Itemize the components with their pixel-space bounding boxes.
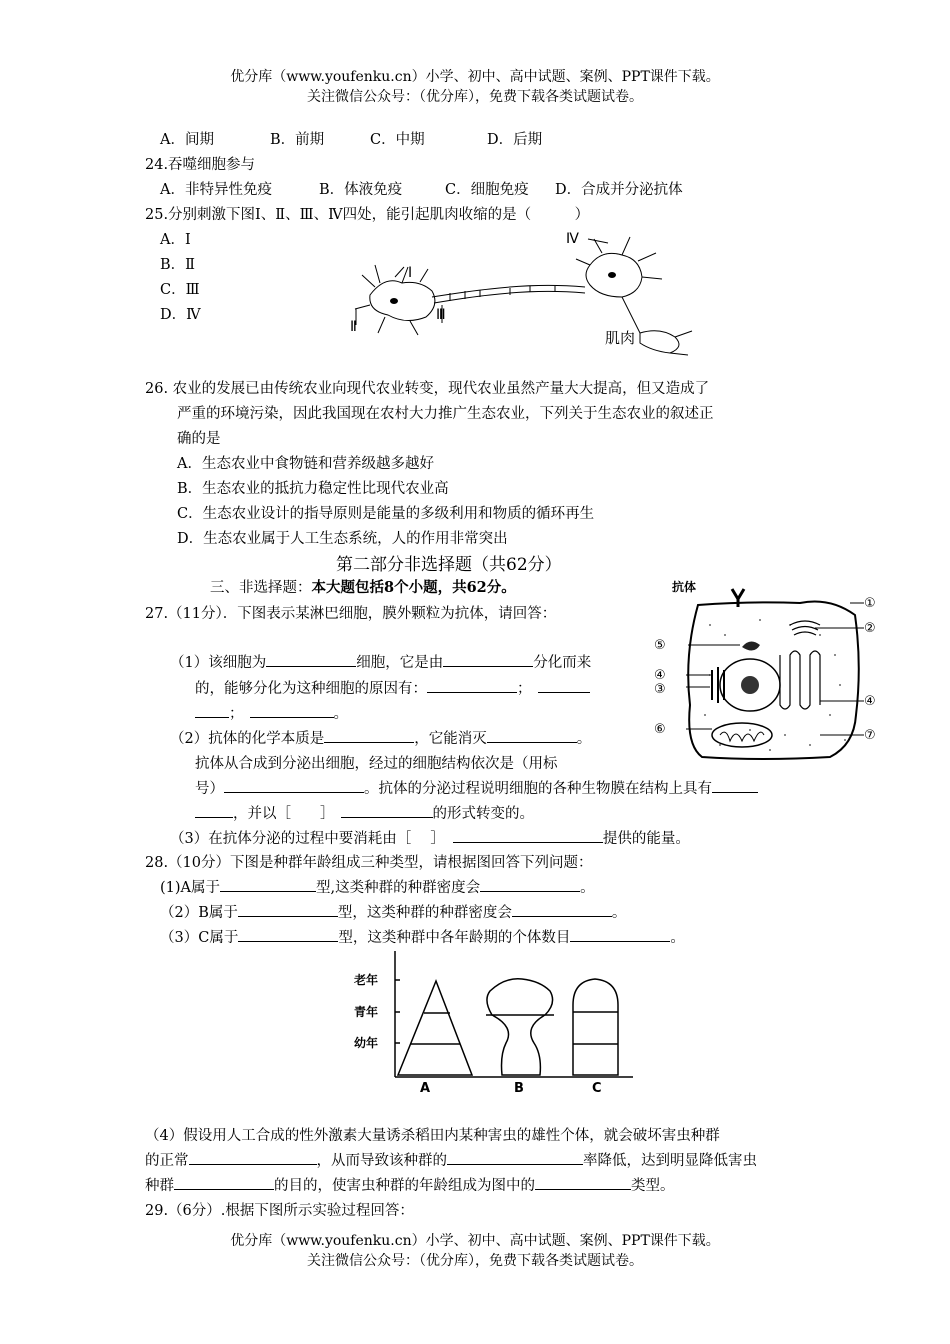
header-line-1: 优分库（www.youfenku.cn）小学、初中、高中试题、案例、PPT课件下载。: [230, 69, 720, 85]
q24-option-a: A．非特异性免疫: [160, 182, 272, 198]
endoplasmic-reticulum: [780, 651, 820, 709]
label-i: Ⅰ: [408, 265, 413, 281]
text: 。抗体的分泌过程说明细胞的各种生物膜在结构上具有: [364, 781, 712, 797]
blank: [570, 927, 670, 942]
blank: [453, 828, 603, 843]
q28-sub4-line2: [145, 1149, 757, 1170]
nucleus-right: [608, 272, 616, 278]
leader-lines: [686, 603, 864, 735]
blank: [487, 728, 577, 743]
q28-stem: 28.（10分）下图是种群年龄组成三种类型，请根据图回答下列问题：: [145, 855, 593, 871]
label-ii: Ⅱ: [350, 319, 357, 335]
arrow-i: [395, 267, 404, 277]
lymphocyte-figure: [650, 575, 890, 775]
q24-option-d: D．合成并分泌抗体: [555, 182, 683, 198]
text: 类型。: [631, 1178, 675, 1194]
q27-sub1-line3: [195, 702, 348, 723]
shape-b: [487, 979, 553, 1075]
text: 号）: [195, 781, 224, 797]
blank: [195, 803, 233, 818]
q28-sub3: [160, 926, 685, 947]
arrow-iv: [588, 239, 608, 243]
q24-option-b: B．体液免疫: [319, 182, 403, 198]
mitochondrion: [712, 723, 772, 747]
text: 。: [670, 930, 685, 946]
text: （1）该细胞为: [170, 655, 267, 671]
q29-stem: 29.（6分）.根据下图所示实验过程回答：: [145, 1203, 414, 1219]
text: 型，这类种群中各年龄期的个体数目: [338, 930, 571, 946]
label-young: 幼年: [354, 1036, 379, 1050]
blank: [238, 902, 338, 917]
cytoplasm-dots: [704, 619, 846, 751]
part2-section-heading: [210, 576, 516, 597]
text: 型，这类种群的种群密度会: [337, 905, 512, 921]
num-1: ①: [864, 596, 876, 611]
label-iii: Ⅲ: [436, 307, 446, 323]
text: （2）抗体的化学本质是: [170, 731, 325, 747]
blank: [189, 1150, 317, 1165]
num-7: ⑦: [864, 728, 876, 743]
blank: [538, 678, 590, 693]
blank: [480, 877, 580, 892]
text: 种群: [145, 1178, 174, 1194]
vesicles: [742, 641, 760, 650]
q27-sub1-line1: [170, 651, 591, 672]
blank: [443, 652, 533, 667]
neuron-muscle-figure: [340, 225, 700, 360]
q27-sub2-line3: [195, 777, 758, 798]
q23-option-c: C．中期: [370, 132, 425, 148]
ribosome-bar: [712, 667, 724, 703]
blank: [266, 652, 356, 667]
blank: [174, 1175, 274, 1190]
blank: [512, 902, 612, 917]
text: 分化而来: [533, 655, 592, 671]
q27-sub1-line2: [195, 677, 590, 698]
blank: [250, 703, 334, 718]
section-desc: 本大题包括8个小题，共62分。: [311, 579, 516, 596]
q27-sub3: [170, 827, 690, 848]
section-label: 三、非选择题：: [210, 580, 312, 596]
blank: [341, 803, 433, 818]
text: （3）C属于: [160, 930, 239, 946]
q28-sub4-line3: [145, 1174, 675, 1195]
blank: [427, 678, 517, 693]
q28-sub2: [160, 901, 626, 922]
text: 。: [611, 905, 627, 921]
q25-option-d: D．Ⅳ: [160, 307, 201, 323]
q27-sub2-line1: [170, 727, 591, 748]
blank: [220, 877, 316, 892]
nucleus-left: [390, 298, 398, 304]
num-3: ③: [654, 682, 666, 697]
label-iv: Ⅳ: [566, 231, 579, 247]
text: 率降低，达到明显降低害虫: [583, 1153, 757, 1169]
age-structure-figure: [340, 945, 640, 1095]
num-4-left: ④: [654, 668, 666, 683]
blank: [238, 927, 338, 942]
num-4-right: ④: [864, 694, 876, 709]
q25-option-a: A．Ⅰ: [160, 232, 191, 248]
text: 的形式转变的。: [432, 806, 534, 822]
blank: [712, 778, 758, 793]
text: 的目的，使害虫种群的年龄组成为图中的: [274, 1178, 535, 1194]
q23-option-d: D．后期: [487, 132, 543, 148]
q26-stem-line-2: 严重的环境污染，因此我国现在农村大力推广生态农业，下列关于生态农业的叙述正: [177, 406, 714, 422]
q26-stem-line-3: 确的是: [177, 431, 221, 447]
text: 。: [576, 731, 592, 747]
num-6: ⑥: [654, 722, 666, 737]
q25-option-c: C．Ⅲ: [160, 282, 200, 298]
blank: [195, 703, 229, 718]
nucleolus: [741, 676, 759, 694]
q26-option-a: A．生态农业中食物链和营养级越多越好: [177, 456, 434, 472]
blank: [535, 1175, 631, 1190]
label-muscle: 肌肉: [605, 329, 636, 347]
antibody-icon: [732, 589, 744, 607]
q28-sub4-line1: （4）假设用人工合成的性外激素大量诱杀稻田内某种害虫的雄性个体，就会破坏害虫种群: [145, 1128, 720, 1144]
text: 。: [333, 706, 348, 722]
text: ；: [229, 706, 244, 722]
neuron-left: [355, 237, 692, 355]
blank: [324, 728, 414, 743]
q27-sub2-line2: 抗体从合成到分泌出细胞，经过的细胞结构依次是（用标: [195, 756, 558, 772]
q26-option-d: D．生态农业属于人工生态系统，人的作用非常突出: [177, 531, 508, 547]
mitochondrion-cristae: [720, 732, 764, 741]
q28-sub1: [160, 876, 595, 897]
q24-option-c: C．细胞免疫: [445, 182, 529, 198]
blank: [447, 1150, 583, 1165]
num-5: ⑤: [654, 638, 666, 653]
q25-option-b: B．Ⅱ: [160, 257, 196, 273]
part2-title: 第二部分非选择题（共62分）: [336, 555, 562, 575]
text: 细胞，它是由: [356, 655, 444, 671]
num-2: ②: [864, 621, 876, 636]
q23-option-a: A．间期: [160, 132, 214, 148]
text: (1)A属于: [160, 880, 221, 896]
q26-option-b: B．生态农业的抵抗力稳定性比现代农业高: [177, 481, 449, 497]
text: ；: [517, 681, 532, 697]
q27-sub2-line4: [195, 802, 534, 823]
footer-line-2: 关注微信公众号：（优分库），免费下载各类试题试卷。: [307, 1253, 643, 1269]
q23-option-b: B．前期: [270, 132, 325, 148]
q24-stem: 24.吞噬细胞参与: [145, 157, 256, 173]
label-old: 老年: [354, 973, 379, 987]
text: ，从而导致该种群的: [316, 1153, 447, 1169]
shape-c: [573, 979, 618, 1075]
label-c: C: [592, 1081, 602, 1095]
q27-stem: 27.（11分）．下图表示某淋巴细胞，膜外颗粒为抗体，请回答：: [145, 606, 557, 622]
label-a: A: [420, 1081, 431, 1095]
q26-option-c: C．生态农业设计的指导原则是能量的多级利用和物质的循环再生: [177, 506, 595, 522]
header-line-2: 关注微信公众号：（优分库），免费下载各类试题试卷。: [307, 89, 643, 105]
text: ，它能消灭: [414, 731, 487, 747]
text: 。: [580, 880, 595, 896]
blank: [224, 778, 364, 793]
text: （3）在抗体分泌的过程中要消耗由［ ］: [170, 831, 445, 847]
q26-stem-line-1: 26. 农业的发展已由传统农业向现代农业转变，现代农业虽然产量大大提高，但又造成了: [145, 381, 710, 397]
q25-stem: 25.分别刺激下图Ⅰ、Ⅱ、Ⅲ、Ⅳ四处，能引起肌肉收缩的是（ ）: [145, 207, 590, 223]
text: 的正常: [145, 1153, 189, 1169]
text: 型,这类种群的种群密度会: [316, 880, 481, 896]
label-adult: 青年: [354, 1005, 379, 1019]
text: ，并以［ ］: [233, 806, 335, 822]
text: 提供的能量。: [602, 831, 690, 847]
shape-a: [398, 981, 472, 1075]
footer-line-1: 优分库（www.youfenku.cn）小学、初中、高中试题、案例、PPT课件下载。: [230, 1233, 720, 1249]
label-antibody: 抗体: [672, 580, 697, 594]
label-b: B: [514, 1081, 524, 1095]
text: 的，能够分化为这种细胞的原因有：: [195, 681, 427, 697]
text: （2）B属于: [160, 905, 238, 921]
